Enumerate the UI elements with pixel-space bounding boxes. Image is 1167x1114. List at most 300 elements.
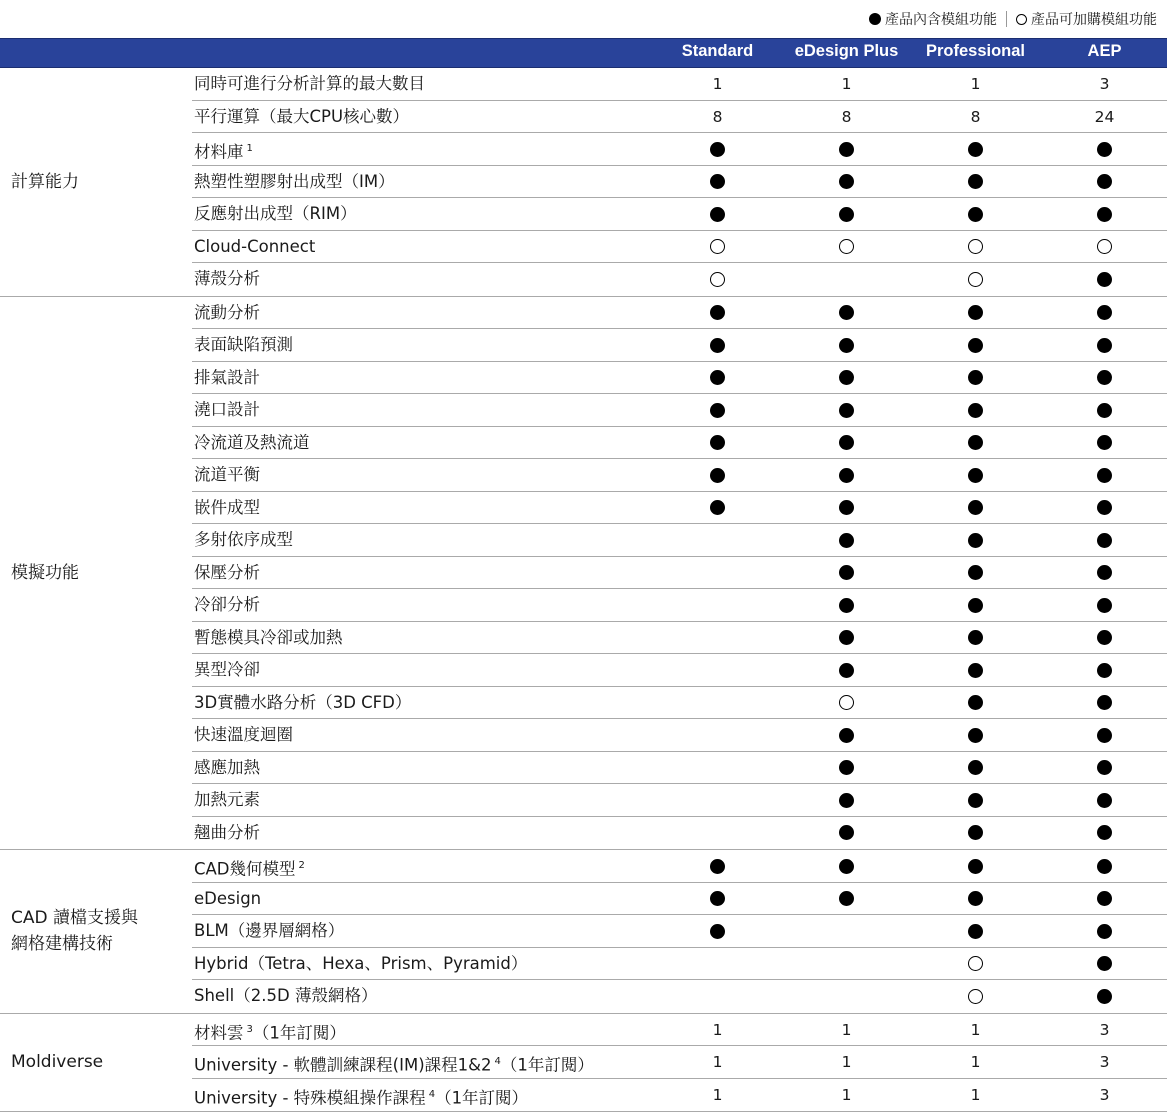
table-row <box>192 719 1167 752</box>
feature-group <box>0 297 1167 851</box>
addon-cell <box>911 948 1040 980</box>
feature-text: 平行運算（最大CPU核心數） <box>194 106 410 126</box>
table-row <box>192 557 1167 590</box>
included-cell <box>1040 459 1167 491</box>
filled-circle-icon <box>968 630 983 645</box>
table-row <box>192 948 1167 981</box>
included-cell <box>782 394 911 426</box>
footnote-marker: 2 <box>298 860 305 871</box>
filled-circle-icon <box>710 924 725 939</box>
empty-cell <box>653 948 782 980</box>
feature-label <box>194 784 260 816</box>
value-cell: 1 <box>712 75 723 93</box>
included-cell <box>782 362 911 394</box>
feature-label <box>194 1079 528 1111</box>
empty-cell <box>653 719 782 751</box>
value-cell: 1 <box>970 1053 981 1071</box>
empty-cell <box>653 524 782 556</box>
feature-text: 排氣設計 <box>194 367 260 387</box>
included-cell <box>653 362 782 394</box>
footnote-marker: 1 <box>246 143 253 154</box>
value-cell: 1 <box>712 1053 723 1071</box>
filled-circle-icon <box>839 174 854 189</box>
filled-circle-icon <box>710 370 725 385</box>
included-cell <box>1040 654 1167 686</box>
feature-label <box>194 101 409 133</box>
feature-text: 加熱元素 <box>194 790 260 809</box>
filled-circle-icon <box>1097 338 1112 353</box>
filled-circle-icon <box>968 728 983 743</box>
included-cell <box>782 492 911 524</box>
addon-cell <box>782 687 911 719</box>
group-name: 模擬功能 <box>11 562 79 583</box>
feature-text: 流動分析 <box>194 302 260 322</box>
feature-text: 流道平衡 <box>194 465 260 484</box>
table-row <box>192 784 1167 817</box>
included-cell <box>1040 719 1167 751</box>
table-row <box>192 589 1167 622</box>
filled-circle-icon <box>968 174 983 189</box>
table-row <box>192 622 1167 655</box>
included-cell <box>782 297 911 329</box>
filled-circle-icon <box>839 468 854 483</box>
value-cell: 3 <box>1099 1085 1110 1104</box>
feature-label <box>194 850 305 882</box>
feature-text: 熱塑性塑膠射出成型（IM） <box>194 171 395 191</box>
filled-circle-icon <box>1097 305 1112 320</box>
included-cell <box>1040 817 1167 849</box>
filled-circle-icon <box>1097 825 1112 840</box>
addon-cell <box>1040 231 1167 263</box>
filled-circle-icon <box>710 500 725 515</box>
feature-text: 翹曲分析 <box>194 822 260 842</box>
empty-cell <box>653 752 782 784</box>
empty-cell <box>653 654 782 686</box>
included-cell <box>911 752 1040 784</box>
column-header-aep: AEP <box>1087 42 1122 60</box>
included-cell <box>911 492 1040 524</box>
filled-circle-icon <box>839 533 854 548</box>
empty-cell <box>653 589 782 621</box>
empty-cell <box>653 784 782 816</box>
included-cell <box>653 427 782 459</box>
included-cell <box>911 850 1040 882</box>
empty-cell <box>653 557 782 589</box>
filled-circle-icon <box>1097 956 1112 971</box>
filled-circle-icon <box>839 370 854 385</box>
filled-circle-icon <box>710 403 725 418</box>
filled-circle-icon <box>968 500 983 515</box>
filled-circle-icon <box>839 825 854 840</box>
included-cell <box>1040 622 1167 654</box>
feature-label <box>194 329 293 361</box>
included-cell <box>1040 394 1167 426</box>
feature-label <box>194 719 293 751</box>
filled-circle-icon <box>1097 272 1112 287</box>
column-header-professional: Professional <box>925 42 1026 60</box>
feature-label <box>194 622 343 654</box>
group-name: Moldiverse <box>11 1052 104 1073</box>
included-cell <box>653 492 782 524</box>
included-cell <box>653 198 782 230</box>
filled-circle-icon <box>1097 468 1112 483</box>
table-row <box>192 687 1167 720</box>
filled-circle-icon <box>839 663 854 678</box>
included-cell <box>782 622 911 654</box>
empty-cell <box>782 948 911 980</box>
filled-circle-icon <box>839 793 854 808</box>
included-cell <box>1040 133 1167 165</box>
addon-cell <box>911 263 1040 295</box>
filled-circle-icon <box>968 793 983 808</box>
included-cell <box>1040 263 1167 295</box>
filled-circle-icon <box>839 565 854 580</box>
feature-text: University - 特殊模組操作課程 <box>194 1088 426 1107</box>
filled-circle-icon <box>839 305 854 320</box>
value-cell: 1 <box>970 1085 981 1104</box>
addon-cell <box>653 263 782 295</box>
legend-filled-label: 產品內含模組功能 <box>885 12 997 28</box>
included-cell <box>911 198 1040 230</box>
value-cell: 1 <box>712 1085 723 1104</box>
included-cell <box>782 850 911 882</box>
included-cell <box>782 784 911 816</box>
included-cell <box>1040 589 1167 621</box>
table-row <box>192 362 1167 395</box>
value-cell: 1 <box>970 75 981 93</box>
filled-circle-icon <box>1097 533 1112 548</box>
value-cell: 1 <box>712 1020 723 1039</box>
feature-label <box>194 198 357 230</box>
feature-label <box>194 1046 594 1078</box>
feature-text: eDesign <box>194 888 262 908</box>
table-row <box>192 817 1167 850</box>
filled-circle-icon <box>968 565 983 580</box>
filled-circle-icon <box>710 435 725 450</box>
table-row <box>192 850 1167 883</box>
feature-label <box>194 654 260 686</box>
included-cell <box>782 524 911 556</box>
filled-circle-icon <box>839 435 854 450</box>
feature-label <box>194 915 344 947</box>
filled-circle-icon <box>1097 859 1112 874</box>
filled-circle-icon <box>1097 924 1112 939</box>
feature-text: 澆口設計 <box>194 400 260 419</box>
feature-label <box>194 980 377 1012</box>
included-cell <box>1040 427 1167 459</box>
filled-circle-icon <box>1097 435 1112 450</box>
feature-label <box>194 68 425 100</box>
included-cell <box>1040 198 1167 230</box>
feature-label <box>194 263 260 295</box>
value-cell: 1 <box>841 75 852 93</box>
filled-circle-icon <box>1097 370 1112 385</box>
feature-label <box>194 883 261 915</box>
hollow-circle-icon <box>968 272 983 287</box>
filled-circle-icon <box>839 630 854 645</box>
value-cell: 1 <box>841 1053 852 1071</box>
included-cell <box>911 589 1040 621</box>
feature-label <box>194 752 260 784</box>
empty-cell <box>782 915 911 947</box>
feature-text: 薄殼分析 <box>194 269 260 288</box>
included-cell <box>911 133 1040 165</box>
feature-text: 快速溫度迴圈 <box>194 725 293 744</box>
included-cell <box>782 654 911 686</box>
value-cell: 8 <box>970 107 981 126</box>
feature-suffix: （1年訂閱） <box>435 1088 529 1107</box>
included-cell <box>1040 752 1167 784</box>
legend <box>0 0 1167 38</box>
included-cell <box>782 589 911 621</box>
hollow-circle-icon <box>839 695 854 710</box>
value-cell: 8 <box>712 107 723 126</box>
feature-label <box>194 297 260 329</box>
table-row <box>192 524 1167 557</box>
footnote-marker: 3 <box>246 1023 253 1035</box>
table-row <box>192 1046 1167 1079</box>
feature-label <box>194 231 315 263</box>
filled-circle-icon <box>710 305 725 320</box>
included-cell <box>782 459 911 491</box>
feature-text: 冷流道及熱流道 <box>194 432 310 452</box>
included-cell <box>1040 883 1167 915</box>
filled-circle-icon <box>839 728 854 743</box>
table-row <box>192 101 1167 134</box>
table-row <box>192 427 1167 460</box>
included-cell <box>653 394 782 426</box>
filled-circle-icon <box>710 207 725 222</box>
filled-circle-icon <box>839 500 854 515</box>
group-name: 計算能力 <box>11 171 79 192</box>
table-row <box>192 654 1167 687</box>
included-cell <box>911 362 1040 394</box>
feature-label <box>194 427 310 459</box>
hollow-circle-icon <box>968 989 983 1004</box>
footnote-marker: 4 <box>494 1056 501 1067</box>
feature-text: University - 軟體訓練課程(IM)課程1&2 <box>194 1055 492 1075</box>
included-cell <box>1040 687 1167 719</box>
included-cell <box>782 557 911 589</box>
feature-text: 暫態模具冷卻或加熱 <box>194 627 343 647</box>
filled-circle-icon <box>839 760 854 775</box>
value-cell: 3 <box>1099 1020 1110 1039</box>
table-row <box>192 263 1167 296</box>
included-cell <box>1040 166 1167 198</box>
filled-circle-icon <box>839 598 854 613</box>
table-row <box>192 68 1167 101</box>
included-cell <box>1040 329 1167 361</box>
feature-label <box>194 1014 346 1046</box>
included-cell <box>653 329 782 361</box>
included-cell <box>653 850 782 882</box>
table-row <box>192 133 1167 166</box>
filled-circle-icon <box>839 403 854 418</box>
filled-circle-icon <box>968 435 983 450</box>
table-row <box>192 231 1167 264</box>
filled-circle-icon <box>1097 142 1112 157</box>
feature-label <box>194 589 260 621</box>
feature-text: Shell（2.5D 薄殼網格） <box>194 986 378 1005</box>
comparison-table-body <box>0 68 1167 1112</box>
table-row <box>192 915 1167 948</box>
table-header <box>0 38 1167 68</box>
table-row <box>192 980 1167 1013</box>
feature-label <box>194 817 260 849</box>
hollow-circle-icon <box>710 272 725 287</box>
filled-circle-icon <box>1097 500 1112 515</box>
addon-cell <box>782 231 911 263</box>
included-cell <box>653 915 782 947</box>
feature-text: 異型冷卻 <box>194 660 260 679</box>
empty-cell <box>782 980 911 1012</box>
filled-circle-icon <box>1097 598 1112 613</box>
feature-text: BLM（邊界層網格） <box>194 921 345 940</box>
included-cell <box>1040 915 1167 947</box>
feature-text: Cloud-Connect <box>194 236 316 256</box>
value-cell: 1 <box>841 1085 852 1104</box>
feature-text: 保壓分析 <box>194 562 260 582</box>
column-header-standard: Standard <box>681 42 754 60</box>
included-cell <box>1040 492 1167 524</box>
legend-divider <box>1006 11 1007 27</box>
feature-label <box>194 166 395 198</box>
addon-cell <box>911 980 1040 1012</box>
hollow-circle-icon <box>968 239 983 254</box>
included-cell <box>653 166 782 198</box>
feature-label <box>194 687 411 719</box>
table-row <box>192 198 1167 231</box>
value-cell: 24 <box>1094 107 1115 126</box>
empty-cell <box>653 622 782 654</box>
value-cell: 3 <box>1099 75 1110 93</box>
filled-circle-icon <box>968 825 983 840</box>
filled-circle-icon <box>968 142 983 157</box>
included-cell <box>782 166 911 198</box>
hollow-circle-icon <box>968 956 983 971</box>
feature-label <box>194 362 260 394</box>
empty-cell <box>653 817 782 849</box>
filled-circle-icon <box>968 468 983 483</box>
included-cell <box>911 459 1040 491</box>
table-row <box>192 752 1167 785</box>
hollow-circle-icon <box>839 239 854 254</box>
feature-group <box>0 1014 1167 1113</box>
hollow-circle-icon <box>1097 239 1112 254</box>
included-cell <box>653 459 782 491</box>
feature-label <box>194 557 260 589</box>
feature-suffix: （1年訂閱） <box>500 1055 594 1075</box>
empty-cell <box>653 980 782 1012</box>
feature-text: 材料庫 <box>194 142 244 162</box>
filled-circle-icon <box>1097 174 1112 189</box>
feature-text: 冷卻分析 <box>194 595 260 614</box>
filled-circle-icon <box>968 338 983 353</box>
feature-text: 反應射出成型（RIM） <box>194 204 357 223</box>
included-cell <box>1040 557 1167 589</box>
included-cell <box>782 883 911 915</box>
table-row <box>192 329 1167 362</box>
included-cell <box>1040 362 1167 394</box>
included-cell <box>911 915 1040 947</box>
feature-text: 同時可進行分析計算的最大數目 <box>194 74 425 93</box>
filled-circle-icon <box>968 370 983 385</box>
filled-circle-icon <box>968 533 983 548</box>
feature-text: 多射依序成型 <box>194 530 293 549</box>
included-cell <box>1040 297 1167 329</box>
filled-circle-icon <box>968 859 983 874</box>
included-cell <box>782 133 911 165</box>
filled-circle-icon <box>1097 403 1112 418</box>
feature-text: 3D實體水路分析（3D CFD） <box>194 692 412 712</box>
included-cell <box>911 557 1040 589</box>
value-cell: 8 <box>841 107 852 126</box>
feature-label <box>194 524 293 556</box>
included-cell <box>782 329 911 361</box>
filled-circle-icon <box>869 13 881 25</box>
feature-text: 表面缺陷預測 <box>194 335 293 354</box>
table-row <box>192 1014 1167 1047</box>
filled-circle-icon <box>968 760 983 775</box>
value-cell: 1 <box>970 1020 981 1039</box>
filled-circle-icon <box>1097 891 1112 906</box>
feature-text: Hybrid（Tetra、Hexa、Prism、Pyramid） <box>194 953 528 973</box>
table-row <box>192 883 1167 916</box>
filled-circle-icon <box>968 924 983 939</box>
filled-circle-icon <box>710 338 725 353</box>
filled-circle-icon <box>839 207 854 222</box>
group-name: CAD 讀檔支援與 網格建構技術 <box>11 908 138 955</box>
feature-text: CAD幾何模型 <box>194 859 296 879</box>
included-cell <box>1040 980 1167 1012</box>
filled-circle-icon <box>1097 207 1112 222</box>
feature-suffix: （1年訂閱） <box>252 1023 346 1042</box>
included-cell <box>1040 850 1167 882</box>
included-cell <box>911 427 1040 459</box>
included-cell <box>653 133 782 165</box>
empty-cell <box>653 687 782 719</box>
filled-circle-icon <box>968 695 983 710</box>
addon-cell <box>911 231 1040 263</box>
feature-label <box>194 394 260 426</box>
filled-circle-icon <box>968 305 983 320</box>
feature-text: 材料雲 <box>194 1023 244 1042</box>
included-cell <box>911 687 1040 719</box>
filled-circle-icon <box>968 891 983 906</box>
filled-circle-icon <box>710 468 725 483</box>
included-cell <box>911 297 1040 329</box>
included-cell <box>1040 948 1167 980</box>
filled-circle-icon <box>968 207 983 222</box>
filled-circle-icon <box>1097 663 1112 678</box>
addon-cell <box>653 231 782 263</box>
included-cell <box>782 817 911 849</box>
value-cell: 3 <box>1099 1053 1110 1071</box>
filled-circle-icon <box>968 663 983 678</box>
filled-circle-icon <box>1097 989 1112 1004</box>
table-row <box>192 297 1167 330</box>
included-cell <box>782 719 911 751</box>
table-row <box>192 492 1167 525</box>
filled-circle-icon <box>1097 565 1112 580</box>
hollow-circle-icon <box>710 239 725 254</box>
included-cell <box>911 817 1040 849</box>
filled-circle-icon <box>839 142 854 157</box>
legend-hollow-label: 產品可加購模組功能 <box>1031 12 1157 28</box>
table-row <box>192 166 1167 199</box>
included-cell <box>911 622 1040 654</box>
included-cell <box>1040 784 1167 816</box>
